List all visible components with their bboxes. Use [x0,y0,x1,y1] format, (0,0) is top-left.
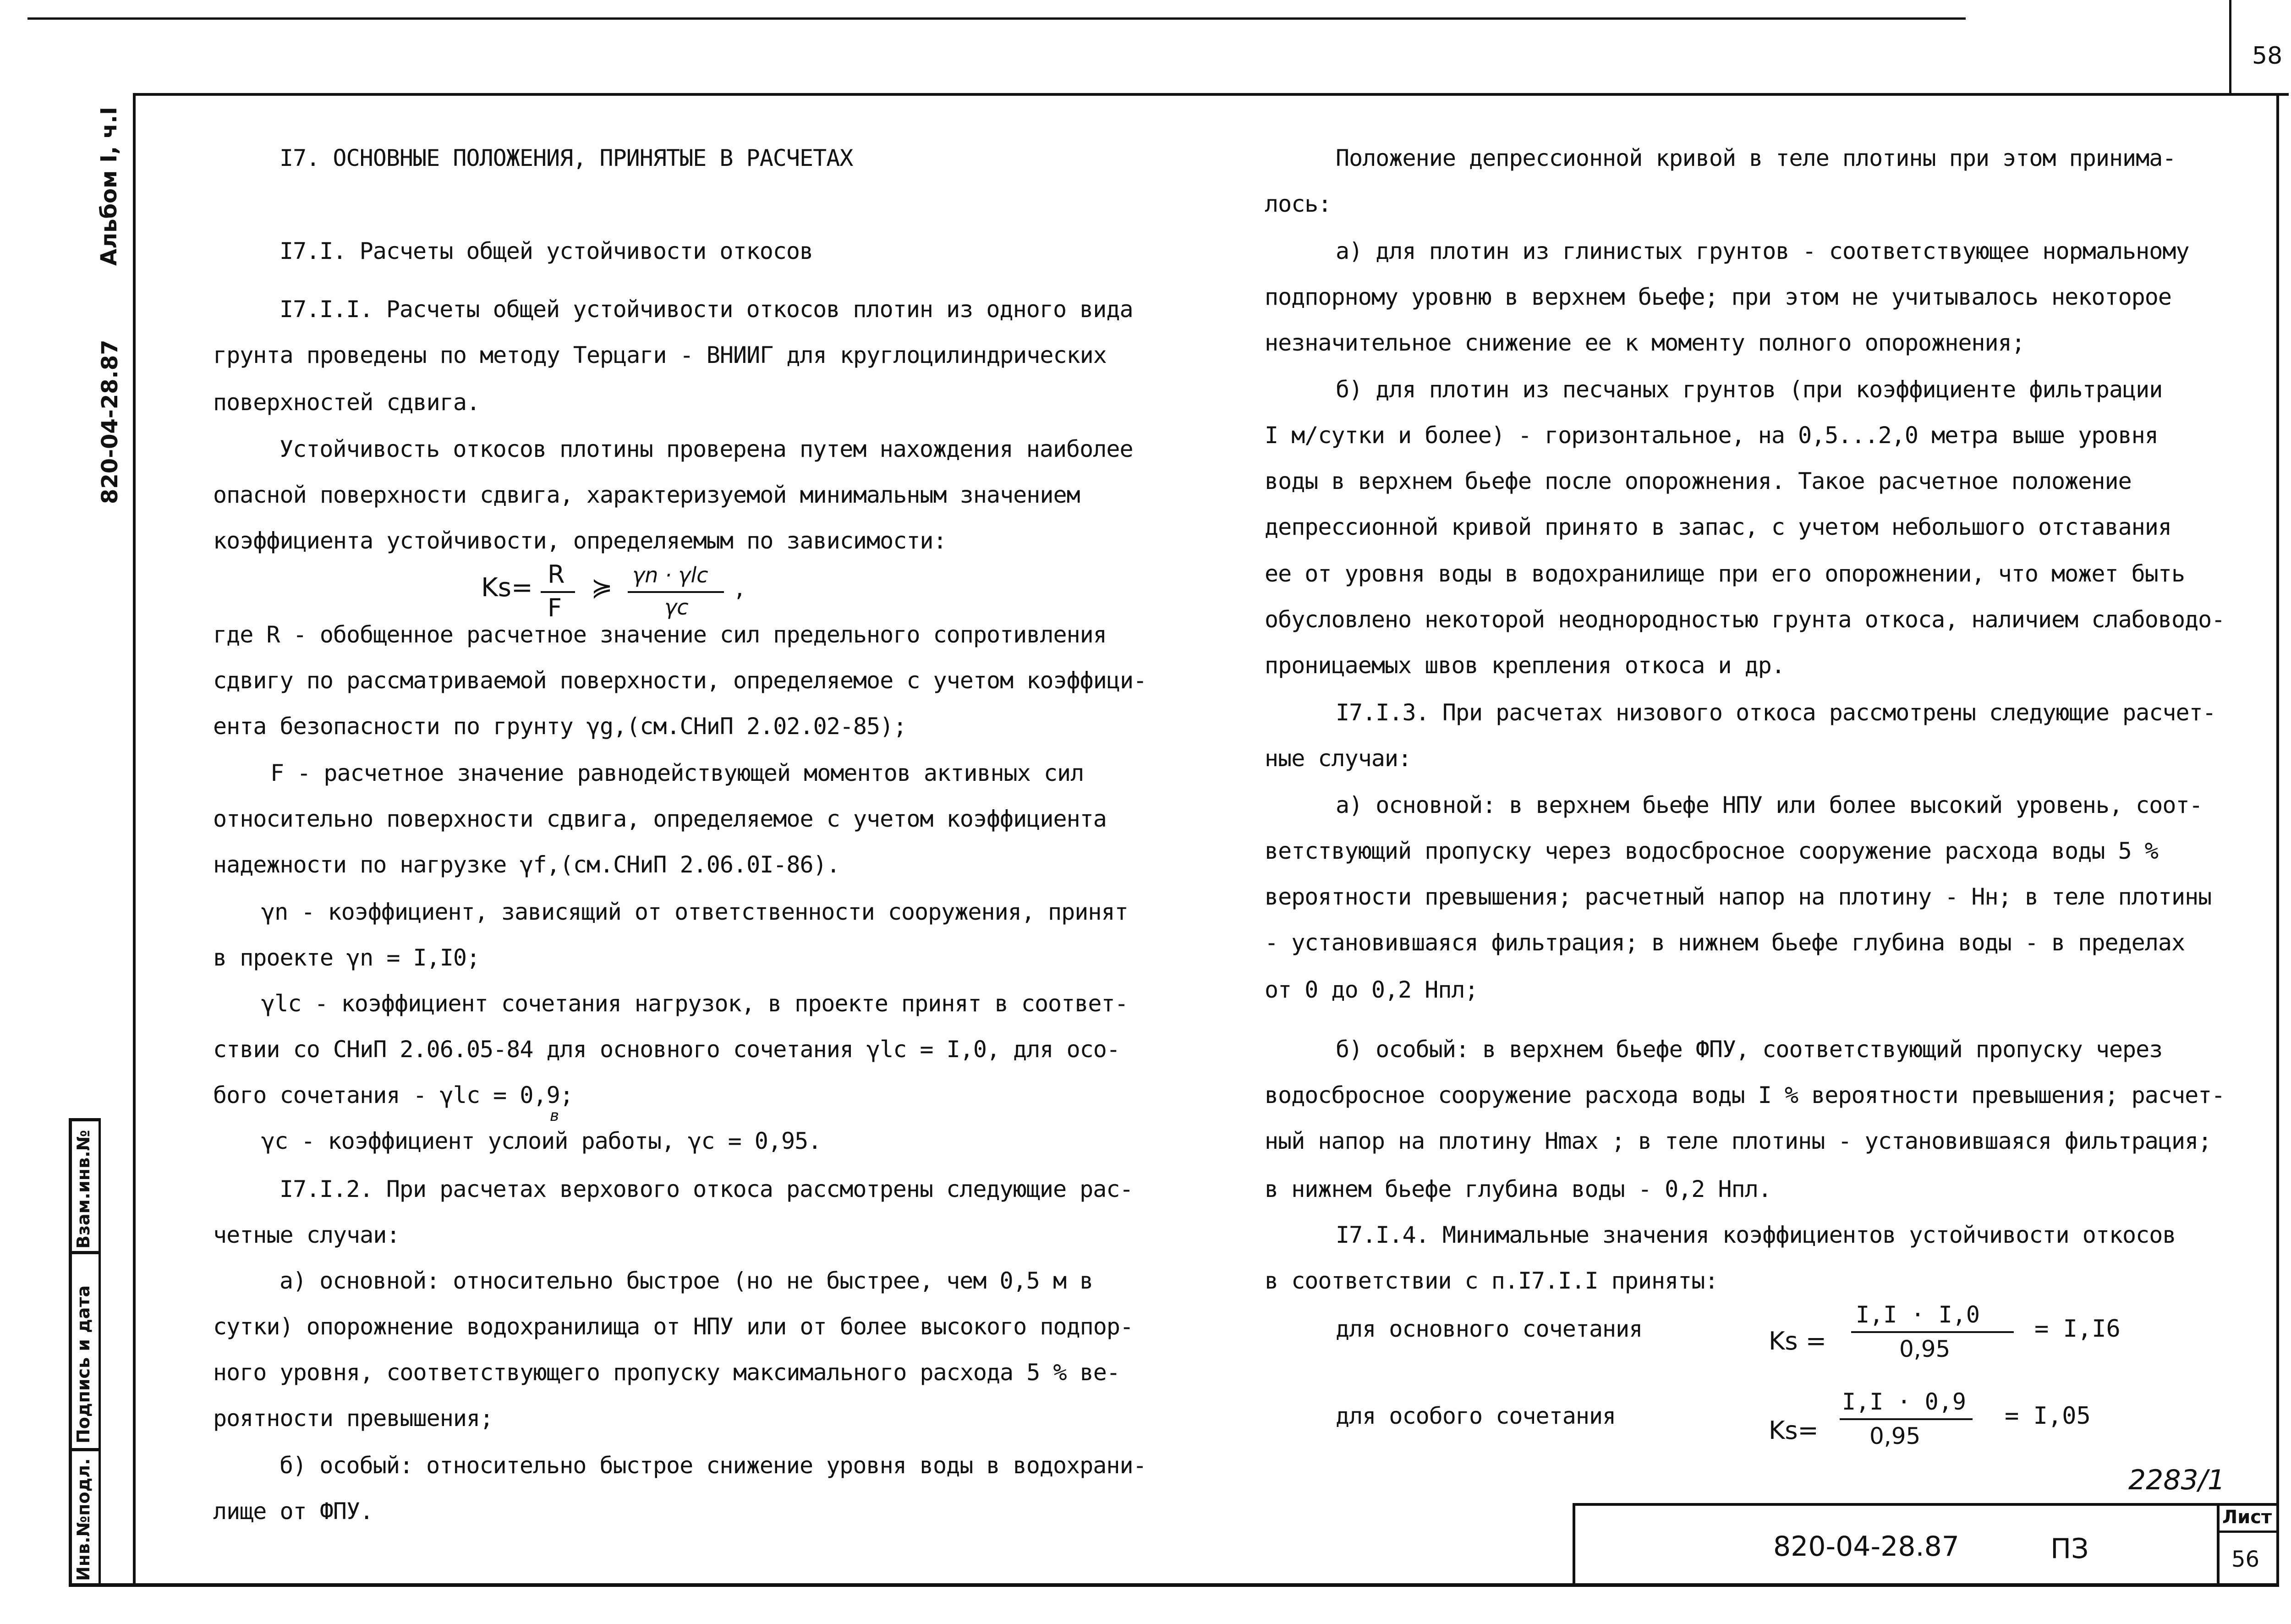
right-line-3: а) для плотин из глинистых грунтов - соответствующее нормальному [1336,238,2189,264]
album-label: Альбом I, ч.I [96,107,122,266]
case-main-numerator: I,I · I,0 [1856,1301,1980,1328]
handwritten-sheet-number: 2283/1 [2128,1464,2225,1496]
left-line-5: опасной поверхности сдвига, характеризуемой минимальным значением [213,482,1080,508]
right-line-18: - установившаяся фильтрация; в нижнем бьефе глубина воды - в пределах [1265,929,2185,956]
right-line-11: обусловлено некоторой неоднородностью грунта откоса, наличием слабоводо- [1265,606,2225,633]
formula-num2: γn · γlc [632,563,708,587]
formula-num1: R [548,560,565,589]
stamp-label-replace-inv: Взам.инв.№ [73,1130,93,1249]
right-line-1: Положение депрессионной кривой в теле плотины при этом принима- [1336,145,2176,171]
left-line-24: роятности превышения; [213,1405,493,1432]
stamp-outer-left [69,1118,72,1587]
formula-fracline-2 [628,591,724,593]
left-line-26: лище от ФПУ. [213,1498,373,1525]
left-line-22: сутки) опорожнение водохранилища от НПУ или от более высокого подпор- [213,1313,1134,1340]
top-edge-line [27,17,1966,20]
insert-correction-mark: в [550,1107,559,1125]
right-line-7: I м/сутки и более) - горизонтальное, на 0,5...2,0 метра выше уровня [1265,422,2158,449]
right-line-22: ный напор на плотину Hmax ; в теле плотины - установившаяся фильтрация; [1265,1128,2212,1154]
right-line-5: незначительное снижение ее к моменту полного опорожнения; [1265,329,2025,356]
left-line-17: бого сочетания - γlc = 0,9; [213,1082,573,1108]
left-line-13: γn - коэффициент, зависящий от ответственности сооружения, принят [261,899,1128,925]
left-line-9: ента безопасности по грунту γg,(см.СНиП 2.02.02-85); [213,713,907,740]
right-line-24: I7.I.4. Минимальные значения коэффициентов устойчивости откосов [1336,1222,2176,1248]
side-doc-code: 820-04-28.87 [97,340,123,504]
case-main-result: = I,I6 [2034,1315,2121,1343]
right-line-9: депрессионной кривой принято в запас, с учетом небольшого отставания [1265,514,2171,540]
left-line-1: I7.I.I. Расчеты общей устойчивости откосов плотин из одного вида [280,296,1133,323]
right-line-17: вероятности превышения; расчетный напор на плотину - Hн; в теле плотины [1265,883,2212,910]
right-line-19: от 0 до 0,2 Hпл; [1265,977,1478,1003]
case-special-fracline [1840,1418,1973,1420]
title-block-sheet-label: Лист [2222,1507,2272,1528]
case-special-lhs: Ks= [1769,1416,1819,1445]
title-block-doc-code: 820-04-28.87 [1773,1531,1959,1563]
left-line-20: четные случаи: [213,1222,400,1248]
left-line-3: поверхностей сдвига. [213,389,480,416]
case-main-label: для основного сочетания [1336,1316,1643,1342]
stamp-cell-top-border [69,1118,99,1121]
left-line-23: ного уровня, соответствующего пропуску максимального расхода 5 % ве- [213,1359,1120,1386]
left-line-12: надежности по нагрузке γf,(см.СНиП 2.06.0I-86). [213,851,840,878]
left-line-6: коэффициента устойчивости, определяемым по зависимости: [213,527,947,554]
case-main-fracline [1851,1331,2014,1333]
left-line-11: относительно поверхности сдвига, определяемое с учетом коэффициента [213,806,1107,832]
case-special-numerator: I,I · 0,9 [1842,1388,1966,1415]
section-subheading: I7.I. Расчеты общей устойчивости откосов [280,238,813,264]
left-line-15: γlc - коэффициент сочетания нагрузок, в проекте принят в соответ- [261,990,1128,1017]
case-special-denominator: 0,95 [1869,1423,1921,1449]
frame-left [133,93,136,1587]
right-line-23: в нижнем бьефе глубина воды - 0,2 Hпл. [1265,1176,1771,1202]
formula-den1: F [548,593,562,622]
stamp-label-signature-date: Подпись и дата [73,1285,93,1443]
right-line-8: воды в верхнем бьефе после опорожнения. Такое расчетное положение [1265,468,2132,494]
formula-tail: , [735,573,744,603]
left-line-21: а) основной: относительно быстрое (но не быстрее, чем 0,5 м в [280,1267,1093,1294]
section-heading: I7. ОСНОВНЫЕ ПОЛОЖЕНИЯ, ПРИНЯТЫЕ В РАСЧЕТАХ [280,145,853,171]
stamp-label-inv-orig: Инв.№подл. [73,1458,93,1581]
frame-bottom [69,1583,2279,1587]
left-line-8: сдвигу по рассматриваемой поверхности, определяемое с учетом коэффици- [213,667,1147,694]
frame-right [2276,93,2279,1587]
right-line-10: ее от уровня воды в водохранилище при его опорожнении, что может быть [1265,560,2185,587]
formula-lhs: Ks= [481,573,533,603]
right-line-15: а) основной: в верхнем бьефе НПУ или более высокий уровень, соот- [1336,792,2203,818]
formula-operator: ≽ [591,573,613,603]
title-block-left [1573,1503,1575,1587]
corner-page-number: 58 [2252,42,2283,70]
formula-fracline-1 [541,591,575,593]
left-line-10: F - расчетное значение равнодействующей моментов активных сил [270,760,1084,786]
right-line-16: ветствующий пропуску через водосбросное сооружение расхода воды 5 % [1265,838,2158,864]
stamp-cell-border-3 [69,1448,99,1451]
right-line-4: подпорному уровню в верхнем бьефе; при этом не учитывалось некоторое [1265,284,2171,310]
left-line-16: ствии со СНиП 2.06.05-84 для основного сочетания γlc = I,0, для осо- [213,1036,1120,1063]
right-line-6: б) для плотин из песчаных грунтов (при коэффициенте фильтрации [1336,376,2163,403]
title-block-top [1574,1503,2279,1506]
right-line-20: б) особый: в верхнем бьефе ФПУ, соответствующий пропуску через [1336,1036,2163,1063]
left-line-25: б) особый: относительно быстрое снижение уровня воды в водохрани- [280,1452,1146,1479]
left-line-14: в проекте γn = I,I0; [213,944,480,971]
left-line-18: γc - коэффициент услоий работы, γc = 0,95. [261,1128,822,1154]
formula-den2: γc [664,595,689,620]
right-line-2: лось: [1265,191,1332,217]
title-block-sheet-divider [2217,1503,2220,1587]
left-line-4: Устойчивость откосов плотины проверена путем нахождения наиболее [280,436,1133,462]
left-line-7: где R - обобщенное расчетное значение сил предельного сопротивления [213,621,1107,648]
title-block-sheet-number: 56 [2231,1547,2260,1572]
frame-top [135,93,2289,96]
right-line-21: водосбросное сооружение расхода воды I % вероятности превышения; расчет- [1265,1082,2225,1108]
right-line-12: проницаемых швов крепления откоса и др. [1265,652,1785,679]
right-line-14: ные случаи: [1265,745,1412,772]
left-line-19: I7.I.2. При расчетах верхового откоса рассмотрены следующие рас- [280,1176,1133,1202]
title-block-doc-type: ПЗ [2050,1533,2089,1565]
title-block-sheet-line [2217,1531,2279,1533]
corner-divider [2229,0,2231,94]
stamp-inner-divider [99,1118,101,1587]
left-line-2: грунта проведены по методу Терцаги - ВНИИГ для круглоцилиндрических [213,342,1107,368]
stamp-cell-border-2 [69,1251,99,1254]
case-special-result: = I,05 [2005,1402,2091,1430]
case-special-label: для особого сочетания [1336,1403,1616,1429]
right-line-13: I7.I.3. При расчетах низового откоса рассмотрены следующие расчет- [1336,699,2216,726]
right-line-25: в соответствии с п.I7.I.I приняты: [1265,1267,1718,1294]
case-main-denominator: 0,95 [1899,1336,1951,1362]
case-main-lhs: Ks = [1769,1327,1826,1355]
